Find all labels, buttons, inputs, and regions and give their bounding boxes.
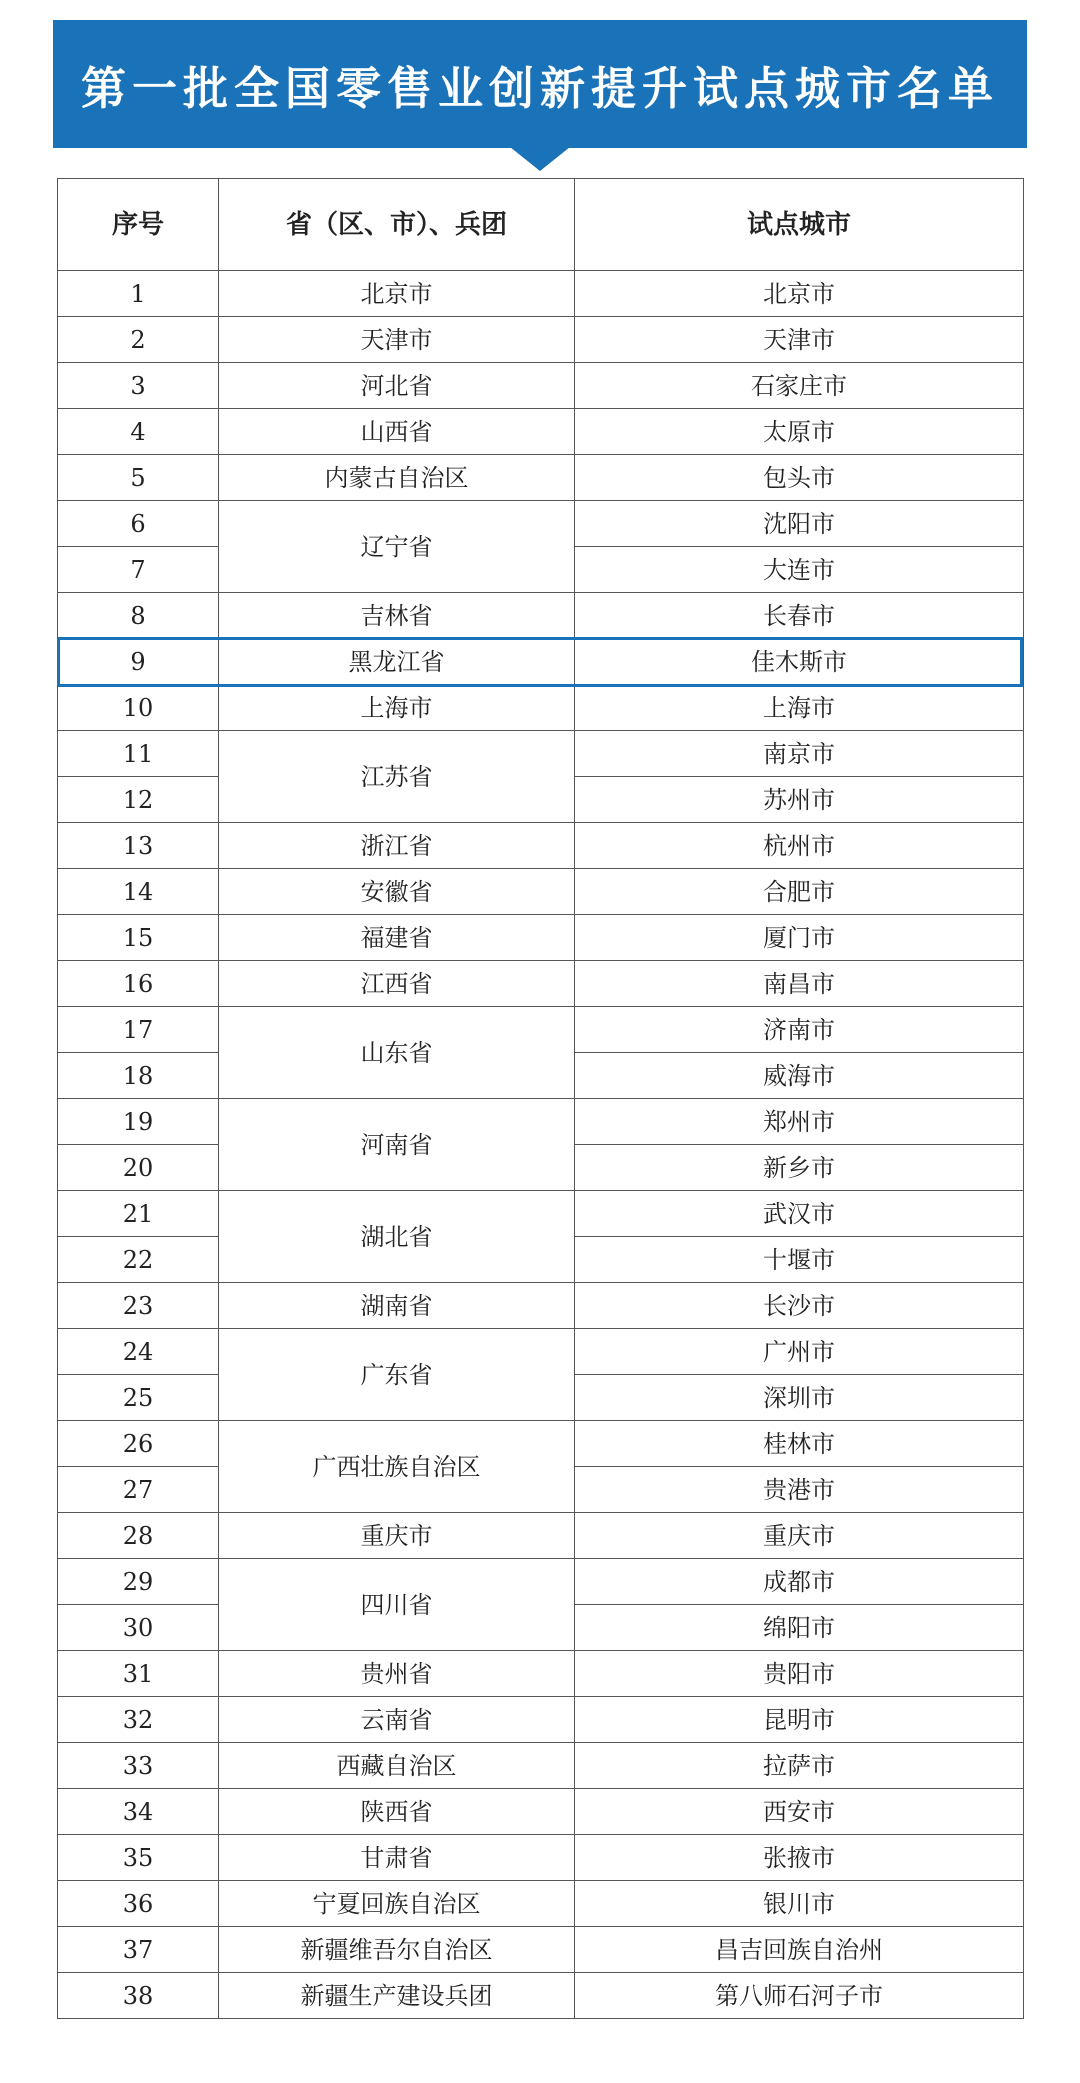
province-cell: 新疆生产建设兵团: [219, 1973, 575, 2019]
table-row: [58, 1099, 1024, 1145]
row-number: 37: [58, 1927, 219, 1973]
table-row: [58, 1743, 1024, 1789]
row-number: 21: [58, 1191, 219, 1237]
province-cell: 福建省: [219, 915, 575, 961]
table-row: [58, 1789, 1024, 1835]
city-cell: 贵港市: [575, 1467, 1024, 1513]
province-cell: 天津市: [219, 317, 575, 363]
row-number: 16: [58, 961, 219, 1007]
province-cell: 河北省: [219, 363, 575, 409]
province-cell: 广东省: [219, 1329, 575, 1421]
province-cell: 浙江省: [219, 823, 575, 869]
table-row: [58, 409, 1024, 455]
city-cell: 成都市: [575, 1559, 1024, 1605]
table-row: [58, 317, 1024, 363]
city-cell: 昌吉回族自治州: [575, 1927, 1024, 1973]
row-number: 13: [58, 823, 219, 869]
province-cell: 河南省: [219, 1099, 575, 1191]
row-number: 11: [58, 731, 219, 777]
province-cell: 新疆维吾尔自治区: [219, 1927, 575, 1973]
table-row: [58, 1513, 1024, 1559]
table-row: [58, 271, 1024, 317]
table-row: [58, 1329, 1024, 1375]
city-cell: 拉萨市: [575, 1743, 1024, 1789]
header-no: 序号: [58, 179, 219, 271]
city-cell: 南京市: [575, 731, 1024, 777]
city-cell: 威海市: [575, 1053, 1024, 1099]
row-number: 31: [58, 1651, 219, 1697]
table-row: [58, 1881, 1024, 1927]
province-cell: 广西壮族自治区: [219, 1421, 575, 1513]
city-cell: 银川市: [575, 1881, 1024, 1927]
row-number: 23: [58, 1283, 219, 1329]
table-row: [58, 823, 1024, 869]
header-city: 试点城市: [575, 179, 1024, 271]
city-cell: 佳木斯市: [575, 639, 1024, 685]
table-row: [58, 1421, 1024, 1467]
city-cell: 武汉市: [575, 1191, 1024, 1237]
row-number: 28: [58, 1513, 219, 1559]
row-number: 36: [58, 1881, 219, 1927]
row-number: 24: [58, 1329, 219, 1375]
table-row: [58, 501, 1024, 547]
province-cell: 宁夏回族自治区: [219, 1881, 575, 1927]
province-cell: 安徽省: [219, 869, 575, 915]
row-number: 33: [58, 1743, 219, 1789]
row-number: 29: [58, 1559, 219, 1605]
table-row: [58, 869, 1024, 915]
city-cell: 厦门市: [575, 915, 1024, 961]
city-cell: 张掖市: [575, 1835, 1024, 1881]
row-number: 35: [58, 1835, 219, 1881]
row-number: 10: [58, 685, 219, 731]
city-cell: 桂林市: [575, 1421, 1024, 1467]
row-number: 1: [58, 271, 219, 317]
table-row: [58, 1835, 1024, 1881]
province-cell: 北京市: [219, 271, 575, 317]
row-number: 5: [58, 455, 219, 501]
table-row: [58, 1973, 1024, 2019]
province-cell: 四川省: [219, 1559, 575, 1651]
city-cell: 重庆市: [575, 1513, 1024, 1559]
row-number: 2: [58, 317, 219, 363]
province-cell: 甘肃省: [219, 1835, 575, 1881]
province-cell: 山东省: [219, 1007, 575, 1099]
province-cell: 内蒙古自治区: [219, 455, 575, 501]
city-cell: 沈阳市: [575, 501, 1024, 547]
banner-pointer: [510, 147, 570, 171]
province-cell: 贵州省: [219, 1651, 575, 1697]
city-cell: 贵阳市: [575, 1651, 1024, 1697]
row-number: 3: [58, 363, 219, 409]
table-row: [58, 1697, 1024, 1743]
pilot-city-table: [57, 178, 1024, 2019]
row-number: 20: [58, 1145, 219, 1191]
row-number: 18: [58, 1053, 219, 1099]
province-cell: 江苏省: [219, 731, 575, 823]
city-cell: 绵阳市: [575, 1605, 1024, 1651]
table-row: [58, 639, 1024, 685]
title-banner: [53, 20, 1027, 148]
city-cell: 长春市: [575, 593, 1024, 639]
table-body: [58, 271, 1024, 2019]
table-row: [58, 1191, 1024, 1237]
province-cell: 重庆市: [219, 1513, 575, 1559]
row-number: 6: [58, 501, 219, 547]
table-row: [58, 685, 1024, 731]
city-cell: 长沙市: [575, 1283, 1024, 1329]
city-cell: 杭州市: [575, 823, 1024, 869]
province-cell: 山西省: [219, 409, 575, 455]
city-cell: 包头市: [575, 455, 1024, 501]
row-number: 25: [58, 1375, 219, 1421]
row-number: 30: [58, 1605, 219, 1651]
province-cell: 上海市: [219, 685, 575, 731]
row-number: 19: [58, 1099, 219, 1145]
row-number: 32: [58, 1697, 219, 1743]
table-row: [58, 455, 1024, 501]
table-row: [58, 1007, 1024, 1053]
row-number: 8: [58, 593, 219, 639]
city-cell: 大连市: [575, 547, 1024, 593]
page-title: 第一批全国零售业创新提升试点城市名单: [80, 61, 999, 115]
row-number: 34: [58, 1789, 219, 1835]
table-header-row: [58, 179, 1024, 271]
province-cell: 黑龙江省: [219, 639, 575, 685]
province-cell: 湖北省: [219, 1191, 575, 1283]
city-cell: 新乡市: [575, 1145, 1024, 1191]
city-cell: 上海市: [575, 685, 1024, 731]
row-number: 14: [58, 869, 219, 915]
province-cell: 西藏自治区: [219, 1743, 575, 1789]
row-number: 12: [58, 777, 219, 823]
city-cell: 合肥市: [575, 869, 1024, 915]
row-number: 27: [58, 1467, 219, 1513]
city-cell: 十堰市: [575, 1237, 1024, 1283]
city-cell: 第八师石河子市: [575, 1973, 1024, 2019]
city-cell: 北京市: [575, 271, 1024, 317]
province-cell: 辽宁省: [219, 501, 575, 593]
row-number: 4: [58, 409, 219, 455]
province-cell: 吉林省: [219, 593, 575, 639]
row-number: 17: [58, 1007, 219, 1053]
city-cell: 南昌市: [575, 961, 1024, 1007]
city-cell: 济南市: [575, 1007, 1024, 1053]
row-number: 22: [58, 1237, 219, 1283]
city-cell: 太原市: [575, 409, 1024, 455]
city-cell: 昆明市: [575, 1697, 1024, 1743]
row-number: 15: [58, 915, 219, 961]
table-row: [58, 1651, 1024, 1697]
row-number: 26: [58, 1421, 219, 1467]
province-cell: 陕西省: [219, 1789, 575, 1835]
table-row: [58, 731, 1024, 777]
province-cell: 湖南省: [219, 1283, 575, 1329]
table-row: [58, 593, 1024, 639]
header-province: 省（区、市）、兵团: [219, 179, 575, 271]
city-cell: 深圳市: [575, 1375, 1024, 1421]
table-row: [58, 363, 1024, 409]
city-cell: 西安市: [575, 1789, 1024, 1835]
city-cell: 苏州市: [575, 777, 1024, 823]
city-cell: 郑州市: [575, 1099, 1024, 1145]
province-cell: 江西省: [219, 961, 575, 1007]
row-number: 7: [58, 547, 219, 593]
table-row: [58, 1927, 1024, 1973]
table-row: [58, 1559, 1024, 1605]
row-number: 38: [58, 1973, 219, 2019]
city-cell: 石家庄市: [575, 363, 1024, 409]
city-cell: 天津市: [575, 317, 1024, 363]
city-cell: 广州市: [575, 1329, 1024, 1375]
row-number: 9: [58, 639, 219, 685]
table-row: [58, 961, 1024, 1007]
province-cell: 云南省: [219, 1697, 575, 1743]
table-row: [58, 915, 1024, 961]
table-row: [58, 1283, 1024, 1329]
